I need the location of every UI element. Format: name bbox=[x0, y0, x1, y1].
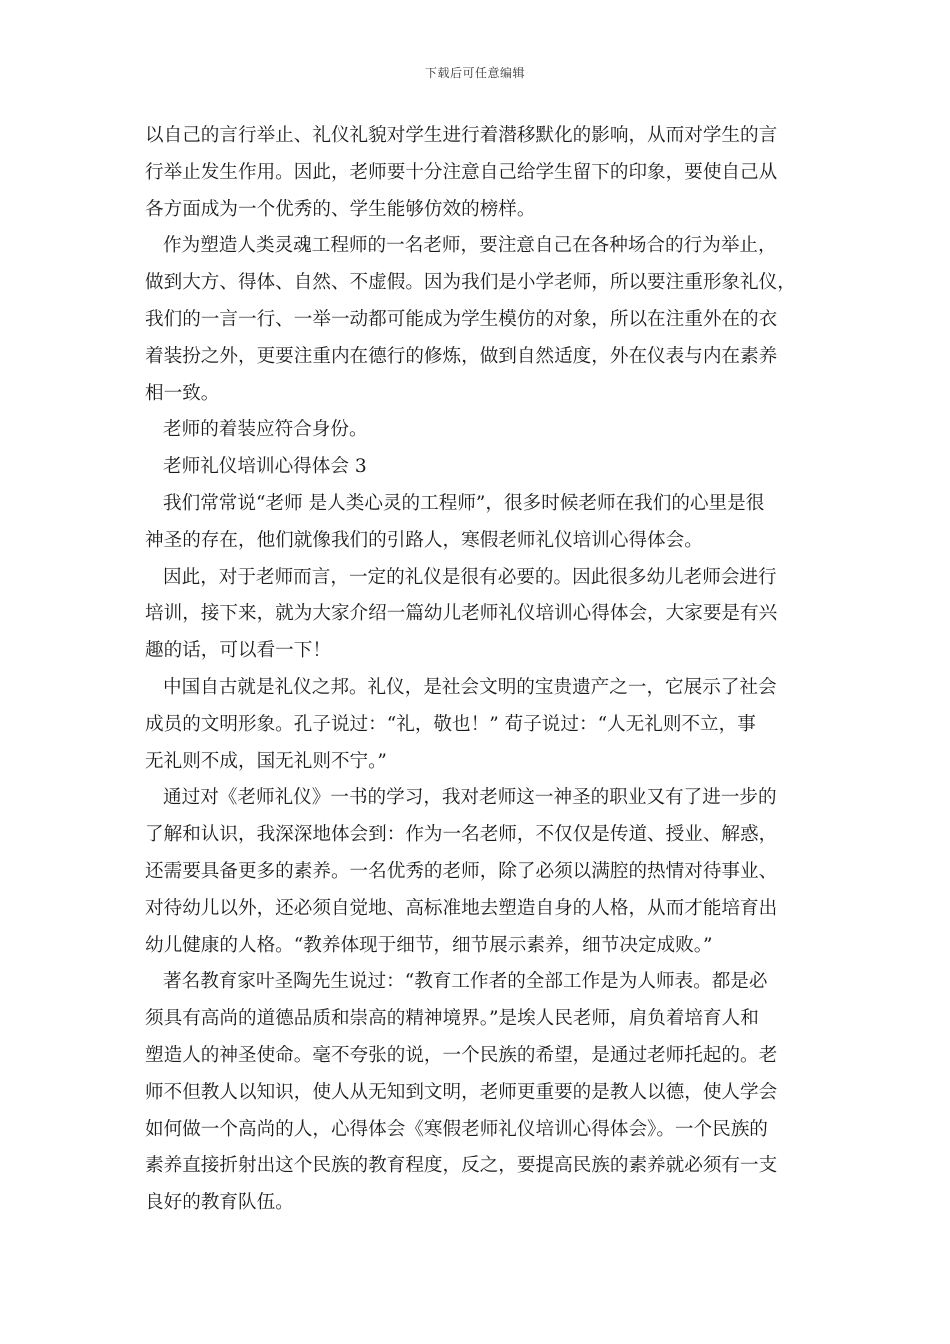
text-line: 行举止发生作用。因此，老师要十分注意自己给学生留下的印象，要使自己从 bbox=[145, 161, 778, 183]
text-line: 因此，对于老师而言，一定的礼仪是很有必要的。因此很多幼儿老师会进行 bbox=[163, 566, 777, 588]
text-line: 老师礼仪培训心得体会 3 bbox=[163, 456, 367, 478]
text-line: 我们常常说“老师 是人类心灵的工程师”，很多时候老师在我们的心里是很 bbox=[163, 492, 765, 514]
text-line: 素养直接折射出这个民族的教育程度，反之，要提高民族的素养就必须有一支 bbox=[145, 1155, 778, 1177]
text-line: 各方面成为一个优秀的、学生能够仿效的榜样。 bbox=[145, 198, 536, 220]
text-line: 塑造人的神圣使命。毫不夸张的说，一个民族的希望，是通过老师托起的。老 bbox=[145, 1044, 778, 1066]
text-line: 幼儿健康的人格。“教养体现于细节，细节展示素养，细节决定成败。” bbox=[145, 934, 713, 956]
text-line: 须具有高尚的道德品质和崇高的精神境界。”是埃人民老师，肩负着培育人和 bbox=[145, 1008, 759, 1030]
text-line: 还需要具备更多的素养。一名优秀的老师，除了必须以满腔的热情对待事业、 bbox=[145, 860, 778, 882]
document-body bbox=[145, 118, 813, 1222]
text-line: 师不但教人以知识，使人从无知到文明，老师更重要的是教人以德，使人学会 bbox=[145, 1081, 778, 1103]
text-line: 对待幼儿以外，还必须自觉地、高标准地去塑造自身的人格，从而才能培育出 bbox=[145, 897, 778, 919]
text-line: 以自己的言行举止、礼仪礼貌对学生进行着潜移默化的影响，从而对学生的言 bbox=[145, 125, 778, 146]
text-line: 做到大方、得体、自然、不虚假。因为我们是小学老师，所以要注重形象礼仪， bbox=[145, 272, 796, 294]
text-line: 趣的话，可以看一下！ bbox=[145, 640, 331, 662]
page-header: 下载后可任意编辑 bbox=[424, 66, 525, 80]
text-line: 无礼则不成，国无礼则不宁。” bbox=[145, 750, 387, 772]
text-line: 如何做一个高尚的人，心得体会《寒假老师礼仪培训心得体会》。一个民族的 bbox=[145, 1118, 768, 1140]
text-line: 作为塑造人类灵魂工程师的一名老师，要注意自己在各种场合的行为举止， bbox=[163, 235, 777, 257]
text-line: 神圣的存在，他们就像我们的引路人，寒假老师礼仪培训心得体会。 bbox=[145, 529, 703, 551]
text-line: 良好的教育队伍。 bbox=[145, 1192, 294, 1214]
text-line: 我们的一言一行、一举一动都可能成为学生模仿的对象，所以在注重外在的衣 bbox=[145, 308, 778, 330]
text-line: 了解和认识，我深深地体会到：作为一名老师，不仅仅是传道、授业、解惑， bbox=[145, 824, 778, 846]
text-line: 通过对《老师礼仪》一书的学习，我对老师这一神圣的职业又有了进一步的 bbox=[163, 787, 777, 809]
text-line: 中国自古就是礼仪之邦。礼仪，是社会文明的宝贵遗产之一，它展示了社会 bbox=[163, 676, 777, 698]
text-line: 成员的文明形象。孔子说过：“礼，敬也！” 荀子说过：“人无礼则不立，事 bbox=[145, 713, 756, 735]
text-line: 老师的着装应符合身份。 bbox=[163, 419, 368, 441]
text-line: 著名教育家叶圣陶先生说过：“教育工作者的全部工作是为人师表。都是必 bbox=[163, 971, 768, 993]
text-line: 着装扮之外，更要注重内在德行的修炼，做到自然适度，外在仪表与内在素养 bbox=[145, 345, 778, 367]
text-line: 培训，接下来，就为大家介绍一篇幼儿老师礼仪培训心得体会，大家要是有兴 bbox=[145, 603, 778, 625]
text-line: 相一致。 bbox=[145, 382, 220, 404]
